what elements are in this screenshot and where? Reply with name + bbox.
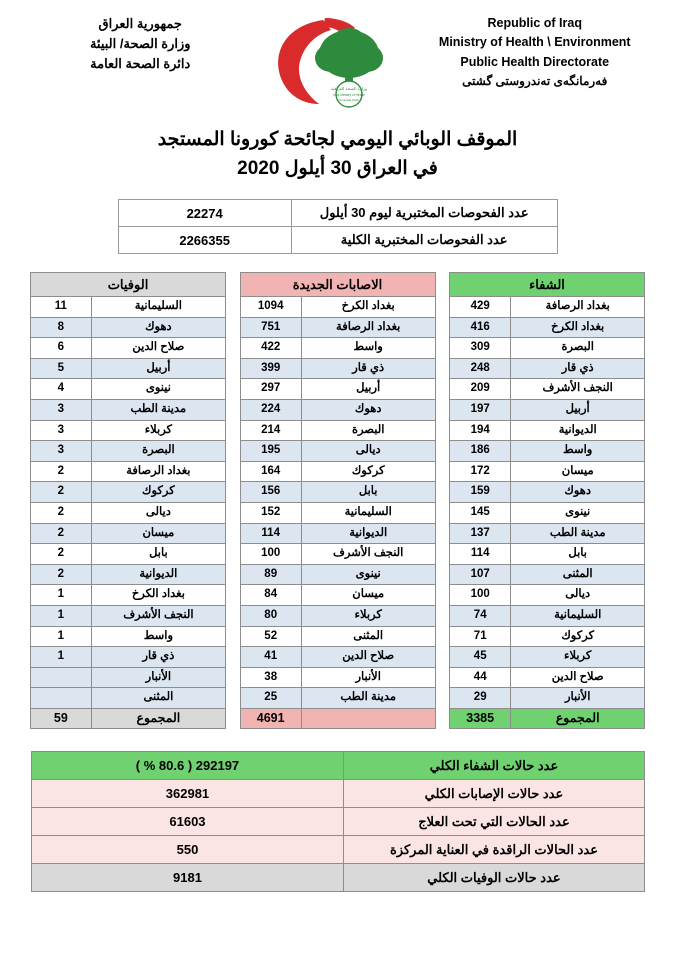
deaths-total-row xyxy=(31,708,226,729)
province-value: 399 xyxy=(240,358,301,379)
table-row xyxy=(31,585,226,606)
table-row xyxy=(240,420,435,441)
province-value: 74 xyxy=(450,605,511,626)
province-value: 2 xyxy=(31,482,92,503)
header-left-line-2: Ministry of Health \ Environment xyxy=(438,35,631,50)
province-name: كربلاء xyxy=(301,605,435,626)
table-row xyxy=(450,544,645,565)
new-cases-table xyxy=(240,272,436,729)
province-name: بغداد الكرخ xyxy=(91,585,225,606)
table-row xyxy=(240,544,435,565)
table-row xyxy=(240,399,435,420)
summary-value: 61603 xyxy=(31,808,344,836)
table-row xyxy=(450,358,645,379)
province-value: 2 xyxy=(31,544,92,565)
province-name: مدينة الطب xyxy=(511,523,645,544)
logo-text-en: Iraqi Ministry of Health xyxy=(332,93,365,97)
table-row xyxy=(31,605,226,626)
province-name: بابل xyxy=(511,544,645,565)
province-name: السليمانية xyxy=(301,502,435,523)
lab-tests-table xyxy=(118,199,558,254)
table-row xyxy=(31,647,226,668)
table-row xyxy=(450,441,645,462)
table-row xyxy=(31,688,226,709)
province-name: الأنبار xyxy=(511,688,645,709)
province-value: 2 xyxy=(31,461,92,482)
table-row xyxy=(240,482,435,503)
page-title-line-1: الموقف الوبائي اليومي لجائحة كورونا المستجد xyxy=(157,129,518,150)
table-row xyxy=(31,338,226,359)
province-value: 3 xyxy=(31,420,92,441)
deaths-header: الوفيات xyxy=(31,273,226,297)
province-value: 214 xyxy=(240,420,301,441)
table-row xyxy=(240,523,435,544)
province-value: 416 xyxy=(450,317,511,338)
province-value: 4 xyxy=(31,379,92,400)
province-value: 137 xyxy=(450,523,511,544)
province-value: 145 xyxy=(450,502,511,523)
table-row xyxy=(450,338,645,359)
table-row xyxy=(118,200,557,227)
tests-total-value: 2266355 xyxy=(118,227,291,254)
province-name: ذي قار xyxy=(511,358,645,379)
province-value: 195 xyxy=(240,441,301,462)
header-right-line-3: دائرة الصحة العامة xyxy=(90,56,191,72)
table-row xyxy=(240,338,435,359)
summary-table xyxy=(31,751,645,892)
province-tables xyxy=(0,272,675,729)
province-name: المثنى xyxy=(91,688,225,709)
table-row xyxy=(240,585,435,606)
province-value: 309 xyxy=(450,338,511,359)
new-cases-header: الاصابات الجديدة xyxy=(240,273,435,297)
header-left-line-1: Republic of Iraq xyxy=(487,16,582,30)
province-name: ديالى xyxy=(511,585,645,606)
province-name: نينوى xyxy=(511,502,645,523)
province-value: 114 xyxy=(240,523,301,544)
province-value: 2 xyxy=(31,502,92,523)
table-row xyxy=(31,564,226,585)
province-name: السليمانية xyxy=(511,605,645,626)
province-name: الأنبار xyxy=(91,667,225,688)
province-name: النجف الأشرف xyxy=(91,605,225,626)
table-row xyxy=(240,647,435,668)
province-name: نينوى xyxy=(301,564,435,585)
province-name: دهوك xyxy=(91,317,225,338)
province-name: مدينة الطب xyxy=(91,399,225,420)
province-name: بغداد الرصافة xyxy=(91,461,225,482)
recovered-table xyxy=(449,272,645,729)
table-row xyxy=(240,297,435,318)
province-name: نينوى xyxy=(91,379,225,400)
summary-row-total-cases xyxy=(31,780,644,808)
province-name: واسط xyxy=(301,338,435,359)
summary-row-icu xyxy=(31,836,644,864)
summary-label: عدد حالات الإصابات الكلي xyxy=(344,780,644,808)
province-value: 6 xyxy=(31,338,92,359)
province-name: ميسان xyxy=(91,523,225,544)
table-row xyxy=(240,441,435,462)
province-value: 1 xyxy=(31,605,92,626)
province-value: 2 xyxy=(31,523,92,544)
tests-total-label: عدد الفحوصات المختبرية الكلية xyxy=(291,227,557,254)
province-value xyxy=(31,667,92,688)
province-name: النجف الأشرف xyxy=(511,379,645,400)
table-row xyxy=(31,317,226,338)
province-name: صلاح الدين xyxy=(301,647,435,668)
province-value: 152 xyxy=(240,502,301,523)
province-value: 41 xyxy=(240,647,301,668)
province-value: 224 xyxy=(240,399,301,420)
province-name: البصرة xyxy=(301,420,435,441)
province-value: 751 xyxy=(240,317,301,338)
table-row xyxy=(450,564,645,585)
table-row xyxy=(240,502,435,523)
province-name: الديوانية xyxy=(511,420,645,441)
province-name: الديوانية xyxy=(301,523,435,544)
province-value: 38 xyxy=(240,667,301,688)
summary-value: 9181 xyxy=(31,864,344,892)
table-row xyxy=(31,379,226,400)
province-value: 100 xyxy=(240,544,301,565)
summary-value: 550 xyxy=(31,836,344,864)
province-value: 25 xyxy=(240,688,301,709)
province-name: صلاح الدين xyxy=(511,667,645,688)
table-row xyxy=(450,379,645,400)
table-row xyxy=(240,605,435,626)
province-value: 1 xyxy=(31,647,92,668)
province-value: 197 xyxy=(450,399,511,420)
province-value: 297 xyxy=(240,379,301,400)
table-row xyxy=(31,441,226,462)
province-name: ديالى xyxy=(91,502,225,523)
province-value: 84 xyxy=(240,585,301,606)
page-title-line-2: في العراق 30 أيلول 2020 xyxy=(237,157,438,179)
header-right-line-2: وزارة الصحة/ البيئة xyxy=(89,36,191,52)
province-value: 44 xyxy=(450,667,511,688)
summary-value: 292197 ( 80.6 % ) xyxy=(31,752,344,780)
header-left-line-3: Public Health Directorate xyxy=(460,54,610,69)
province-value: 29 xyxy=(450,688,511,709)
province-value: 114 xyxy=(450,544,511,565)
province-name: كركوك xyxy=(301,461,435,482)
province-name: ذي قار xyxy=(301,358,435,379)
province-name: بغداد الكرخ xyxy=(301,297,435,318)
table-row xyxy=(31,544,226,565)
province-name: كركوك xyxy=(91,482,225,503)
province-name: أربيل xyxy=(91,358,225,379)
table-row xyxy=(240,667,435,688)
province-value: 422 xyxy=(240,338,301,359)
province-value: 107 xyxy=(450,564,511,585)
province-name: بغداد الكرخ xyxy=(511,317,645,338)
header-arabic-block xyxy=(18,14,263,74)
total-value: 3385 xyxy=(450,708,511,729)
table-row xyxy=(31,667,226,688)
recovered-total-row xyxy=(450,708,645,729)
table-row xyxy=(450,399,645,420)
province-name: صلاح الدين xyxy=(91,338,225,359)
table-row xyxy=(31,482,226,503)
province-name: كركوك xyxy=(511,626,645,647)
table-row xyxy=(450,605,645,626)
table-row xyxy=(240,461,435,482)
province-value: 429 xyxy=(450,297,511,318)
table-row xyxy=(31,523,226,544)
province-name: واسط xyxy=(511,441,645,462)
province-name: البصرة xyxy=(91,441,225,462)
province-value: 2 xyxy=(31,564,92,585)
table-row xyxy=(240,564,435,585)
province-name: ذي قار xyxy=(91,647,225,668)
deaths-table xyxy=(30,272,226,729)
table-row xyxy=(31,502,226,523)
province-value: 3 xyxy=(31,399,92,420)
table-row xyxy=(450,585,645,606)
province-value: 45 xyxy=(450,647,511,668)
province-value: 248 xyxy=(450,358,511,379)
province-name: مدينة الطب xyxy=(301,688,435,709)
summary-label: عدد حالات الوفيات الكلي xyxy=(344,864,644,892)
province-value: 1094 xyxy=(240,297,301,318)
province-value: 186 xyxy=(450,441,511,462)
province-name: دهوك xyxy=(301,399,435,420)
province-value: 52 xyxy=(240,626,301,647)
province-value: 80 xyxy=(240,605,301,626)
table-row xyxy=(240,626,435,647)
province-name: ميسان xyxy=(301,585,435,606)
table-row xyxy=(450,647,645,668)
province-name: السليمانية xyxy=(91,297,225,318)
province-value: 159 xyxy=(450,482,511,503)
total-value: 4691 xyxy=(240,708,301,729)
recovered-header: الشفاء xyxy=(450,273,645,297)
document-header xyxy=(0,0,675,106)
summary-row-total-recovered xyxy=(31,752,644,780)
province-name: كربلاء xyxy=(511,647,645,668)
table-row xyxy=(240,358,435,379)
table-row xyxy=(450,461,645,482)
tests-daily-label: عدد الفحوصات المختبرية ليوم 30 أيلول xyxy=(291,200,557,227)
table-row xyxy=(450,502,645,523)
summary-label: عدد الحالات التي تحت العلاج xyxy=(344,808,644,836)
province-value: 156 xyxy=(240,482,301,503)
summary-row-under-treatment xyxy=(31,808,644,836)
province-name: أربيل xyxy=(511,399,645,420)
province-name: واسط xyxy=(91,626,225,647)
province-name: بابل xyxy=(301,482,435,503)
total-label xyxy=(301,708,435,729)
summary-value: 362981 xyxy=(31,780,344,808)
province-name: الأنبار xyxy=(301,667,435,688)
page-title xyxy=(0,126,675,183)
table-row xyxy=(450,420,645,441)
table-row xyxy=(450,626,645,647)
logo-text-year: Founded 1920 xyxy=(338,98,359,102)
province-value: 194 xyxy=(450,420,511,441)
province-value: 164 xyxy=(240,461,301,482)
province-name: دهوك xyxy=(511,482,645,503)
table-row xyxy=(450,317,645,338)
province-value: 1 xyxy=(31,626,92,647)
table-row xyxy=(450,688,645,709)
province-name: كربلاء xyxy=(91,420,225,441)
province-name: ميسان xyxy=(511,461,645,482)
table-row xyxy=(240,379,435,400)
province-value: 3 xyxy=(31,441,92,462)
province-value: 71 xyxy=(450,626,511,647)
ministry-of-health-iraq-logo xyxy=(263,14,413,106)
tests-daily-value: 22274 xyxy=(118,200,291,227)
province-value: 11 xyxy=(31,297,92,318)
table-row xyxy=(240,688,435,709)
province-value: 8 xyxy=(31,317,92,338)
province-name: المثنى xyxy=(301,626,435,647)
province-name: بغداد الرصافة xyxy=(511,297,645,318)
province-name: بابل xyxy=(91,544,225,565)
table-row xyxy=(240,317,435,338)
new-cases-total-row xyxy=(240,708,435,729)
province-name: الديوانية xyxy=(91,564,225,585)
header-right-line-1: جمهورية العراق xyxy=(98,16,182,31)
province-value: 209 xyxy=(450,379,511,400)
province-name: المثنى xyxy=(511,564,645,585)
province-value: 100 xyxy=(450,585,511,606)
table-row xyxy=(31,297,226,318)
table-row xyxy=(31,358,226,379)
province-name: أربيل xyxy=(301,379,435,400)
province-name: البصرة xyxy=(511,338,645,359)
table-row xyxy=(118,227,557,254)
total-label: المجموع xyxy=(511,708,645,729)
table-row xyxy=(450,482,645,503)
total-label: المجموع xyxy=(91,708,225,729)
province-value xyxy=(31,688,92,709)
header-english-block xyxy=(413,14,658,91)
province-name: النجف الأشرف xyxy=(301,544,435,565)
table-row xyxy=(450,667,645,688)
province-value: 1 xyxy=(31,585,92,606)
table-row xyxy=(31,461,226,482)
province-name: ديالى xyxy=(301,441,435,462)
logo-text-ar: وزارة الصحة العراقية xyxy=(330,86,367,91)
table-row xyxy=(450,297,645,318)
summary-row-total-deaths xyxy=(31,864,644,892)
header-left-line-4: فه‌رمانگه‌ى ته‌ندروستى گشتى xyxy=(462,74,608,89)
table-row xyxy=(31,420,226,441)
total-value: 59 xyxy=(31,708,92,729)
table-row xyxy=(31,626,226,647)
province-name: بغداد الرصافة xyxy=(301,317,435,338)
province-value: 89 xyxy=(240,564,301,585)
province-value: 172 xyxy=(450,461,511,482)
summary-label: عدد حالات الشفاء الكلي xyxy=(344,752,644,780)
table-row xyxy=(31,399,226,420)
province-value: 5 xyxy=(31,358,92,379)
summary-label: عدد الحالات الراقدة في العناية المركزة xyxy=(344,836,644,864)
table-row xyxy=(450,523,645,544)
